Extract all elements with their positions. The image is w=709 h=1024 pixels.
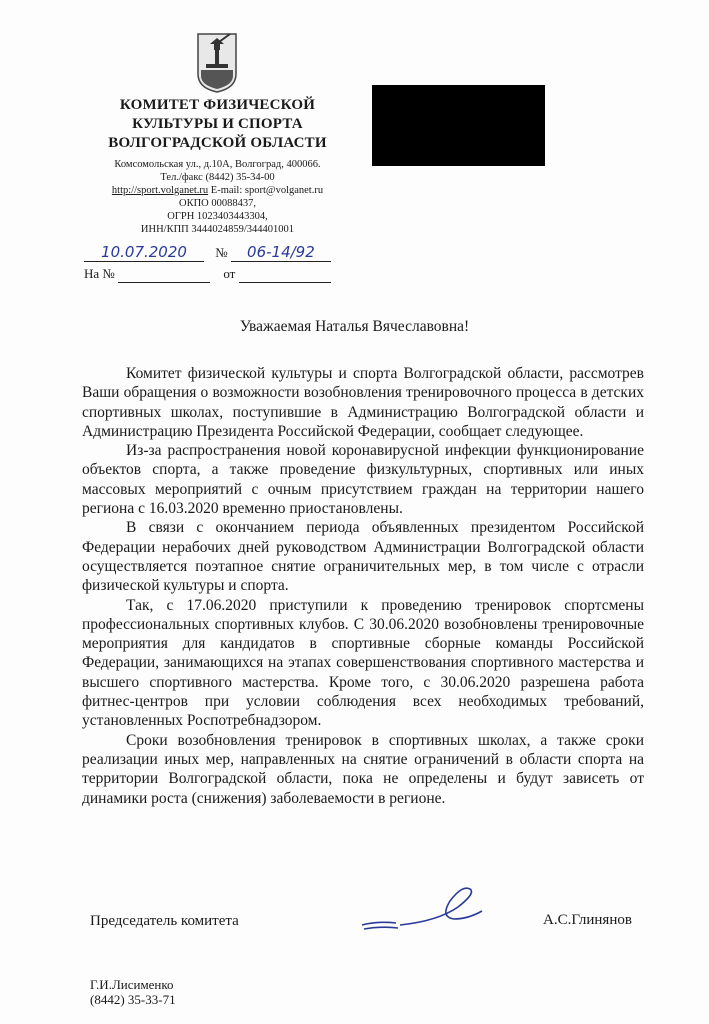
body-paragraph: Из-за распространения новой коронавирусной инфекции функционирование объектов спорта, а также проведение физкультурных, спортивных или иных массовых мероприятий с очным присутствием граждан на территории нашего региона с 16.03.2020 временно приостановлены. — [82, 442, 644, 518]
executor-name: Г.И.Лисименко — [90, 977, 174, 992]
email: E-mail: sport@volganet.ru — [210, 185, 324, 196]
address: Комсомольская ул., д.10А, Волгоград, 400066. — [114, 159, 321, 170]
outgoing-number: 06-14/92 — [231, 243, 331, 262]
signatory-name: А.С.Глинянов — [543, 912, 632, 928]
number-label: № — [215, 245, 228, 260]
org-name-line: ВОЛГОГРАДСКОЙ ОБЛАСТИ — [108, 135, 327, 151]
body-paragraph: Так, с 17.06.2020 приступили к проведению тренировок спортсмены профессиональных спортивных клубов. С 30.06.2020 возобновлены тренировочные мероприятия для кандидатов в спортивные сборные команды Российской Федерации, занимающихся на этапах совершенствования спортивного мастерства и высшего спортивного мастерства. Кроме того, с 30.06.2020 разрешена работа фитнес-центров при условии соблюдения всех необходимых требований, установленных Роспотребнадзором. — [82, 596, 644, 730]
ref-from-label: от — [223, 266, 236, 281]
inn-kpp: ИНН/КПП 3444024859/344401001 — [140, 224, 295, 235]
body-paragraph: Комитет физической культуры и спорта Волгоградской области, рассмотрев Ваши обращения о возможности возобновления тренировочного процесса в детских спортивных школах, поступившие в Администрацию Волгоградской области и Администрацию Президента Российской Федерации, сообщает следующее. — [82, 365, 644, 440]
web-email-line — [90, 184, 345, 197]
organization-name — [90, 96, 345, 153]
coat-of-arms-emblem — [196, 30, 238, 94]
okpo: ОКПО 00088437, — [178, 198, 256, 209]
ref-number-field — [118, 266, 210, 283]
org-name-line: КОМИТЕТ ФИЗИЧЕСКОЙ — [119, 97, 316, 113]
ref-date-field — [239, 266, 331, 283]
signatory-position: Председатель комитета — [90, 913, 239, 929]
outgoing-date: 10.07.2020 — [84, 243, 204, 262]
redacted-recipient-block — [372, 85, 545, 166]
letter-body — [82, 364, 644, 808]
org-name-line: КУЛЬТУРЫ И СПОРТА — [132, 116, 303, 132]
salutation: Уважаемая Наталья Вячеславовна! — [239, 318, 470, 335]
body-paragraph: В связи с окончанием периода объявленных президентом Российской Федерации нерабочих дней руководством Администрации Волгоградской области осуществляется поэтапное снятие ограничительных мер, в том числе с отрасли физической культуры и спорта. — [82, 519, 644, 595]
body-paragraph: Сроки возобновления тренировок в спортивных школах, а также сроки реализации иных мер, направленных на снятие ограничений в области спорта на территории Волгоградской области, пока не определены и будут зависеть от динамики роста (снижения) заболеваемости в регионе. — [82, 731, 644, 807]
website-link[interactable]: http://sport.volganet.ru — [111, 185, 209, 196]
executor-phone: (8442) 35-33-71 — [90, 992, 176, 1007]
executor-info — [90, 977, 176, 1007]
ref-number-label: На № — [84, 266, 115, 281]
handwritten-signature — [358, 885, 488, 935]
ogrn: ОГРН 1023403443304, — [167, 211, 268, 222]
organization-contacts — [90, 158, 345, 236]
phone-fax: Тел./факс (8442) 35-34-00 — [160, 172, 275, 183]
reference-registration-line — [84, 266, 331, 283]
outgoing-registration-line — [84, 243, 331, 262]
